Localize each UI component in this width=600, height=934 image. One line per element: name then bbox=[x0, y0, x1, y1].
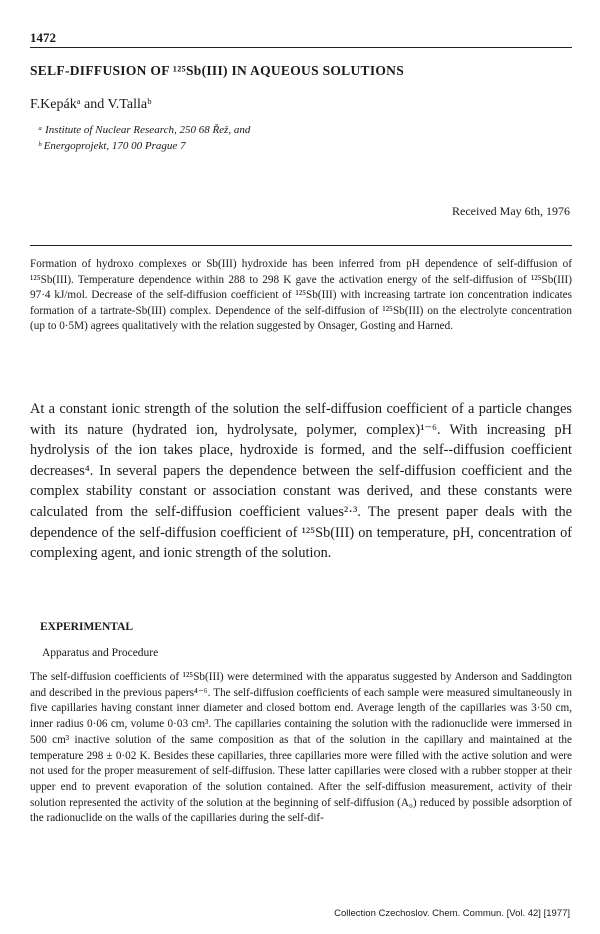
page-number: 1472 bbox=[30, 30, 56, 45]
header-rule bbox=[30, 47, 572, 48]
section-heading: EXPERIMENTAL bbox=[40, 621, 134, 633]
experimental-paragraph: The self-diffusion coefficients of ¹²⁵Sb(III) were determined with the apparatus suggested by Anderson and Saddington and described in the previous papers⁴⁻⁶. The self-diffusion coefficients of each sample were measured simultaneously in five capillaries having constant inner diameter and closed bottom end. Average length of the capillaries was 3·50 cm, inner radius 0·06 cm, volume 0·03 cm³. The capillaries containing the solution with the radionuclide were immersed in 500 cm³ inactive solution of the same composition as that of the solution in the capillary and maintained at the temperature 298 ± 0·02 K. Besides these capillaries, three capillaries more were filled with the active solution and were not used for the proper measurement of self-diffusion. These latter capillaries were closed with a rubber stopper at their upper end to prevent evaporation of the solution contained. After the self-diffusion measurement, activity of their solution represented the activity of the solution at the beginning of self-diffusion (A₀) reduced by possible adsorption of the radionuclide on the walls of the capillaries during the self-dif- bbox=[30, 671, 572, 825]
article-title: SELF-DIFFUSION OF ¹²⁵Sb(III) IN AQUEOUS SOLUTIONS bbox=[30, 63, 405, 78]
abstract-rule bbox=[30, 245, 572, 246]
authors: F.Kepákᵃ and V.Tallaᵇ bbox=[30, 97, 152, 112]
subsection-heading: Apparatus and Procedure bbox=[42, 647, 159, 659]
journal-footer: Collection Czechoslov. Chem. Commun. [Vol. 42] [1977] bbox=[334, 908, 570, 919]
affiliation-2: ᵇ Energoprojekt, 170 00 Prague 7 bbox=[38, 140, 186, 152]
intro-paragraph: At a constant ionic strength of the solution the self-diffusion coefficient of a particle changes with its nature (hydrated ion, hydrolysate, polymer, complex)¹⁻⁶. With increasing pH hydrolysis of the ion takes place, hydroxide is formed, and the self--diffusion coefficient decreases⁴. In several papers the dependence between the self-diffusion coefficient and the complex stability constant or association constant was derived, and these constants were calculated from the self-diffusion coefficient values²·³. The present paper deals with the dependence of the self-diffusion coefficient of ¹²⁵Sb(III) on temperature, pH, concentration of complexing agent, and ionic strength of the solution. bbox=[30, 401, 572, 562]
abstract: Formation of hydroxo complexes or Sb(III) hydroxide has been inferred from pH dependence of self-diffusion of ¹²⁵Sb(III). Temperature dependence within 288 to 298 K gave the activation energy of the self-diffusion of ¹²⁵Sb(III) 97·4 kJ/mol. Decrease of the self-diffusion coefficient of ¹²⁵Sb(III) with increasing tartrate ion concentration indicates formation of a tartrate-Sb(III) complex. Dependence of the self-diffusion of ¹²⁵Sb(III) on the electrolyte concentration (up to 0·5M) agrees qualitatively with the relation suggested by Onsager, Gosting and Harned. bbox=[30, 258, 572, 333]
received-date: Received May 6th, 1976 bbox=[452, 204, 570, 218]
affiliation-1: ᵃ Institute of Nuclear Research, 250 68 Řež, and bbox=[38, 124, 251, 136]
